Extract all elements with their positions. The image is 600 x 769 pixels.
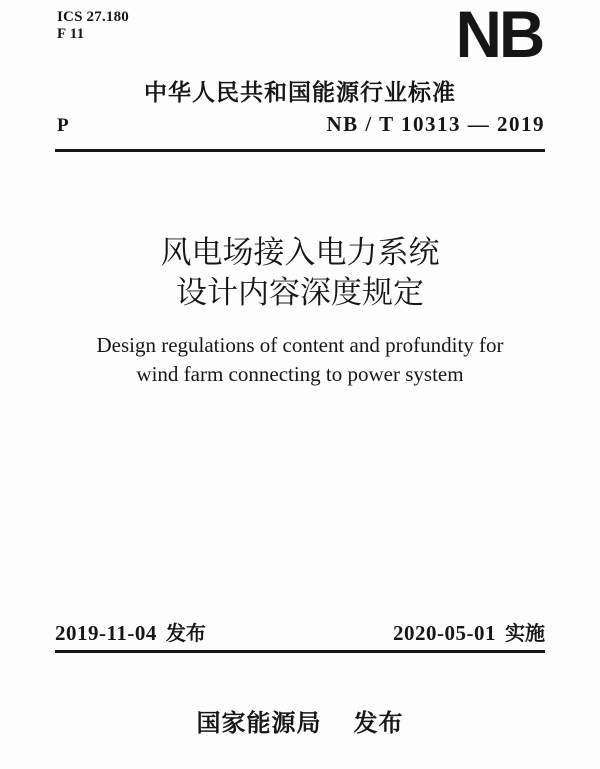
title-chinese-line2: 设计内容深度规定 <box>176 275 424 310</box>
title-english <box>0 331 600 389</box>
classification-code: F 11 <box>57 26 85 42</box>
record-code: P <box>57 115 69 136</box>
ics-classification-block <box>57 9 129 43</box>
publisher-row <box>0 703 600 738</box>
issue-date: 2019-11-04 <box>55 621 157 645</box>
standard-number: NB / T 10313 — 2019 <box>326 112 545 136</box>
top-divider-rule <box>55 149 545 152</box>
title-chinese <box>0 233 600 313</box>
title-english-line1: Design regulations of content and profundity for <box>96 333 504 357</box>
publisher-name: 国家能源局 <box>196 710 322 737</box>
title-english-line2: wind farm connecting to power system <box>136 362 464 386</box>
standard-category-heading: 中华人民共和国能源行业标准 <box>144 79 456 105</box>
publisher-label: 发布 <box>353 710 404 737</box>
code-row <box>57 112 545 137</box>
issue-date-group <box>55 617 206 646</box>
implementation-date-group <box>393 617 545 646</box>
dates-row <box>55 617 545 646</box>
bottom-divider-rule <box>55 650 545 653</box>
implementation-label: 实施 <box>505 623 545 645</box>
title-chinese-line1: 风电场接入电力系统 <box>160 235 440 270</box>
ics-code: ICS 27.180 <box>57 9 130 25</box>
issue-label: 发布 <box>165 623 206 645</box>
nb-logo: NB <box>455 0 542 71</box>
implementation-date: 2020-05-01 <box>393 621 496 645</box>
